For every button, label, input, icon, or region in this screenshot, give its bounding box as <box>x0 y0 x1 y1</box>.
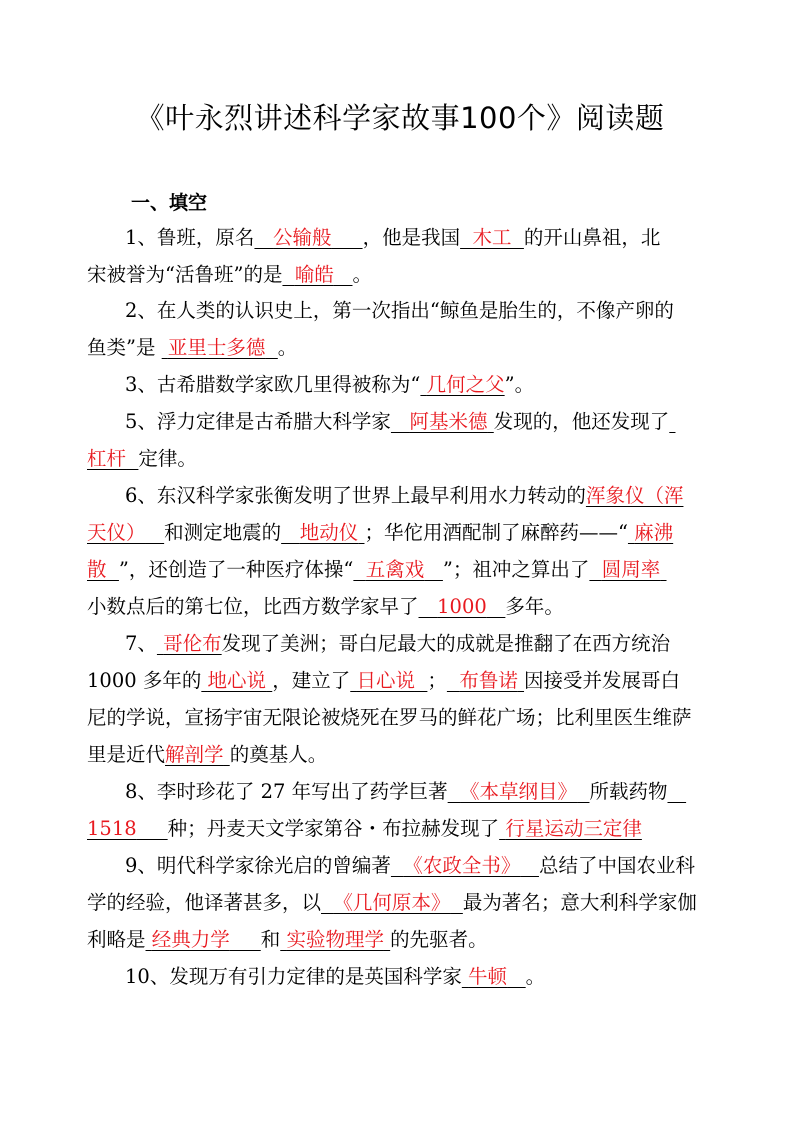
question-8-line-2: 1518 种；丹麦天文学家第谷・布拉赫发现了 行星运动三定律 <box>87 817 642 840</box>
answer-pi: 圆周率 <box>601 558 661 581</box>
answer-1518: 1518 <box>87 817 137 840</box>
answer-geocentric: 地心说 <box>207 669 267 692</box>
question-6-line-4: 小数点后的第七位，比西方数学家早了 1000 多年。 <box>87 595 564 618</box>
section-heading: 一、填空 <box>131 192 208 214</box>
answer-planetary-laws: 行星运动三定律 <box>505 817 642 840</box>
question-5-line-2: 杠杆 定律。 <box>87 447 197 470</box>
question-7-line-2: 1000 多年的 地心说 ，建立了 日心说 ； 布鲁诺 因接受并发展哥白 <box>87 669 681 692</box>
answer-mafeisan: 麻沸 <box>634 521 674 544</box>
answer-yuhao: 喻皓 <box>294 263 334 286</box>
question-9-line-2: 学的经验，他译著甚多，以 《几何原本》 最为著名；意大利科学家伽 <box>87 891 697 914</box>
answer-bencao-gangmu: 《本草纲目》 <box>460 780 578 803</box>
answer-armillary-sphere: 浑象仪（浑 <box>585 484 684 507</box>
answer-1000: 1000 <box>437 595 487 618</box>
answer-father-of-geometry: 几何之父 <box>426 373 505 396</box>
answer-anatomy: 解剖学 <box>165 743 224 766</box>
question-10: 10、发现万有引力定律的是英国科学家 牛顿 。 <box>125 965 546 988</box>
answer-mugong: 木工 <box>472 226 512 249</box>
question-2-line-1: 2、在人类的认识史上，第一次指出“鲸鱼是胎生的，不像产卵的 <box>125 299 674 322</box>
question-8-line-1: 8、李时珍花了 27 年写出了药学巨著 《本草纲目》 所载药物 <box>125 780 668 803</box>
answer-aristotle: 亚里士多德 <box>167 336 266 359</box>
question-6-line-2: 天仪） 和测定地震的 地动仪 ；华佗用酒配制了麻醉药——“ 麻沸 <box>87 521 674 544</box>
question-9-line-1: 9、明代科学家徐光启的曾编著 《农政全书》 总结了中国农业科 <box>125 854 695 877</box>
question-7-line-4: 里是近代解剖学 的奠基人。 <box>87 743 328 766</box>
answer-lever: 杠杆 <box>87 447 127 470</box>
answer-heliocentric: 日心说 <box>356 669 415 692</box>
answer-nongzheng-quanshu: 《农政全书》 <box>403 854 521 877</box>
question-6-line-1: 6、东汉科学家张衡发明了世界上最早利用水力转动的浑象仪（浑 <box>125 484 684 507</box>
answer-columbus: 哥伦布 <box>163 632 222 655</box>
answer-classical-mechanics: 经典力学 <box>151 928 230 951</box>
answer-jihe-yuanben: 《几何原本》 <box>333 891 451 914</box>
answer-seismograph: 地动仪 <box>299 521 359 544</box>
question-1-line-1: 1、鲁班，原名 公输般 ，他是我国 木工 的开山鼻祖，北 <box>125 226 661 249</box>
answer-archimedes: 阿基米德 <box>409 410 488 433</box>
answer-gongshuban: 公输般 <box>273 226 332 249</box>
page-title: 《叶永烈讲述科学家故事100个》阅读题 <box>135 101 665 135</box>
question-7-line-1: 7、 哥伦布发现了美洲；哥白尼最大的成就是推翻了在西方统治 <box>125 632 671 655</box>
question-9-line-3: 利略是 经典力学 和 实验物理学 的先驱者。 <box>87 928 488 951</box>
question-7-line-3: 尼的学说，宣扬宇宙无限论被烧死在罗马的鲜花广场；比利里医生维萨 <box>87 706 692 729</box>
question-5-line-1: 5、浮力定律是古希腊大科学家 阿基米德 发现的，他还发现了 <box>125 410 670 433</box>
question-1-line-2: 宋被誉为“活鲁班”的是 喻皓 。 <box>87 263 372 286</box>
question-3: 3、古希腊数学家欧几里得被称为“ 几何之父”。 <box>125 373 535 396</box>
question-2-line-2: 鱼类”是 亚里士多德 。 <box>87 336 298 359</box>
question-6-line-3: 散 ”，还创造了一种医疗体操“ 五禽戏 ”；祖冲之算出了 圆周率 <box>87 558 661 581</box>
answer-experimental-physics: 实验物理学 <box>286 928 384 951</box>
answer-bruno: 布鲁诺 <box>459 669 518 692</box>
answer-newton: 牛顿 <box>468 965 508 988</box>
answer-wuqinxi: 五禽戏 <box>365 558 425 581</box>
